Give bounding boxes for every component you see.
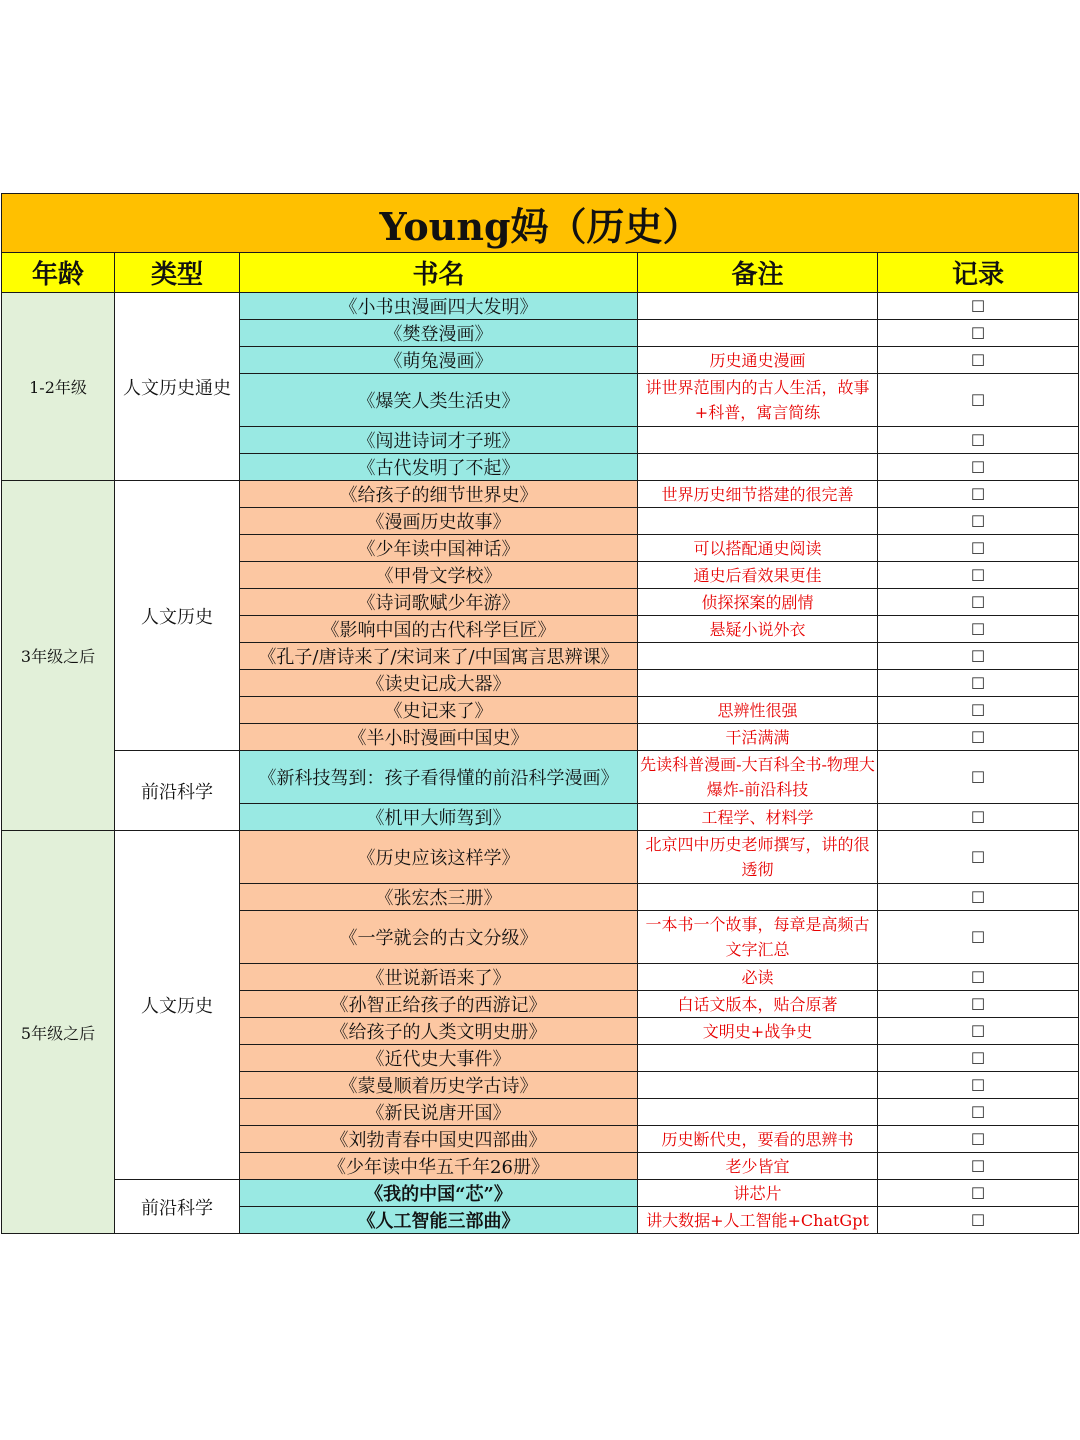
record-checkbox[interactable]: ☐ <box>878 643 1079 670</box>
record-checkbox[interactable]: ☐ <box>878 481 1079 508</box>
record-checkbox[interactable]: ☐ <box>878 535 1079 562</box>
category-cell: 前沿科学 <box>115 1180 240 1234</box>
category-cell: 人文历史 <box>115 481 240 751</box>
note-cell: 老少皆宜 <box>638 1153 878 1180</box>
book-title-cell: 《张宏杰三册》 <box>240 884 638 911</box>
note-cell <box>638 884 878 911</box>
book-title-cell: 《一学就会的古文分级》 <box>240 911 638 964</box>
record-checkbox[interactable]: ☐ <box>878 1072 1079 1099</box>
record-checkbox[interactable]: ☐ <box>878 293 1079 320</box>
book-title-cell: 《历史应该这样学》 <box>240 831 638 884</box>
note-cell: 历史通史漫画 <box>638 347 878 374</box>
note-cell: 讲大数据+人工智能+ChatGpt <box>638 1207 878 1234</box>
record-checkbox[interactable]: ☐ <box>878 562 1079 589</box>
book-title-cell: 《我的中国“芯”》 <box>240 1180 638 1207</box>
book-title-cell: 《孙智正给孩子的西游记》 <box>240 991 638 1018</box>
record-checkbox[interactable]: ☐ <box>878 831 1079 884</box>
note-cell: 一本书一个故事，每章是高频古文字汇总 <box>638 911 878 964</box>
note-cell: 世界历史细节搭建的很完善 <box>638 481 878 508</box>
header-book: 书名 <box>240 253 638 293</box>
note-cell <box>638 643 878 670</box>
header-type: 类型 <box>115 253 240 293</box>
note-cell <box>638 670 878 697</box>
record-checkbox[interactable]: ☐ <box>878 1153 1079 1180</box>
book-title-cell: 《少年读中华五千年26册》 <box>240 1153 638 1180</box>
record-checkbox[interactable]: ☐ <box>878 320 1079 347</box>
book-title-cell: 《给孩子的人类文明史册》 <box>240 1018 638 1045</box>
note-cell <box>638 1099 878 1126</box>
note-cell: 白话文版本，贴合原著 <box>638 991 878 1018</box>
book-title-cell: 《机甲大师驾到》 <box>240 804 638 831</box>
note-cell: 文明史+战争史 <box>638 1018 878 1045</box>
history-reading-list-table <box>1 193 1079 1234</box>
book-title-cell: 《史记来了》 <box>240 697 638 724</box>
note-cell: 讲芯片 <box>638 1180 878 1207</box>
header-record: 记录 <box>878 253 1079 293</box>
record-checkbox[interactable]: ☐ <box>878 589 1079 616</box>
book-title-cell: 《萌兔漫画》 <box>240 347 638 374</box>
record-checkbox[interactable]: ☐ <box>878 884 1079 911</box>
book-title-cell: 《读史记成大器》 <box>240 670 638 697</box>
note-cell: 思辨性很强 <box>638 697 878 724</box>
note-cell <box>638 454 878 481</box>
header-age: 年龄 <box>2 253 115 293</box>
record-checkbox[interactable]: ☐ <box>878 670 1079 697</box>
book-title-cell: 《小书虫漫画四大发明》 <box>240 293 638 320</box>
record-checkbox[interactable]: ☐ <box>878 964 1079 991</box>
book-title-cell: 《古代发明了不起》 <box>240 454 638 481</box>
category-cell: 人文历史通史 <box>115 293 240 481</box>
note-cell: 历史断代史，要看的思辨书 <box>638 1126 878 1153</box>
record-checkbox[interactable]: ☐ <box>878 911 1079 964</box>
record-checkbox[interactable]: ☐ <box>878 508 1079 535</box>
book-title-cell: 《甲骨文学校》 <box>240 562 638 589</box>
book-title-cell: 《樊登漫画》 <box>240 320 638 347</box>
age-group-cell: 3年级之后 <box>2 481 115 831</box>
table-row <box>2 751 1079 804</box>
table-row <box>2 1180 1079 1207</box>
record-checkbox[interactable]: ☐ <box>878 804 1079 831</box>
record-checkbox[interactable]: ☐ <box>878 724 1079 751</box>
book-title-cell: 《新科技驾到：孩子看得懂的前沿科学漫画》 <box>240 751 638 804</box>
table-row <box>2 831 1079 884</box>
note-cell <box>638 1072 878 1099</box>
note-cell <box>638 320 878 347</box>
book-title-cell: 《影响中国的古代科学巨匠》 <box>240 616 638 643</box>
record-checkbox[interactable]: ☐ <box>878 991 1079 1018</box>
book-title-cell: 《蒙曼顺着历史学古诗》 <box>240 1072 638 1099</box>
category-cell: 前沿科学 <box>115 751 240 831</box>
book-title-cell: 《半小时漫画中国史》 <box>240 724 638 751</box>
book-title-cell: 《漫画历史故事》 <box>240 508 638 535</box>
book-title-cell: 《闯进诗词才子班》 <box>240 427 638 454</box>
record-checkbox[interactable]: ☐ <box>878 751 1079 804</box>
record-checkbox[interactable]: ☐ <box>878 616 1079 643</box>
record-checkbox[interactable]: ☐ <box>878 347 1079 374</box>
book-title-cell: 《少年读中国神话》 <box>240 535 638 562</box>
note-cell <box>638 508 878 535</box>
record-checkbox[interactable]: ☐ <box>878 1045 1079 1072</box>
book-title-cell: 《诗词歌赋少年游》 <box>240 589 638 616</box>
note-cell: 讲世界范围内的古人生活，故事+科普，寓言简练 <box>638 374 878 427</box>
record-checkbox[interactable]: ☐ <box>878 697 1079 724</box>
note-cell: 工程学、材料学 <box>638 804 878 831</box>
note-cell: 北京四中历史老师撰写，讲的很透彻 <box>638 831 878 884</box>
header-row <box>2 253 1079 293</box>
note-cell <box>638 293 878 320</box>
table-row <box>2 293 1079 320</box>
age-group-cell: 5年级之后 <box>2 831 115 1234</box>
note-cell: 先读科普漫画-大百科全书-物理大爆炸-前沿科技 <box>638 751 878 804</box>
book-title-cell: 《新民说唐开国》 <box>240 1099 638 1126</box>
title-row <box>2 194 1079 253</box>
note-cell: 必读 <box>638 964 878 991</box>
note-cell <box>638 1045 878 1072</box>
record-checkbox[interactable]: ☐ <box>878 1018 1079 1045</box>
record-checkbox[interactable]: ☐ <box>878 427 1079 454</box>
record-checkbox[interactable]: ☐ <box>878 454 1079 481</box>
category-cell: 人文历史 <box>115 831 240 1180</box>
book-title-cell: 《近代史大事件》 <box>240 1045 638 1072</box>
record-checkbox[interactable]: ☐ <box>878 1126 1079 1153</box>
note-cell: 通史后看效果更佳 <box>638 562 878 589</box>
book-title-cell: 《人工智能三部曲》 <box>240 1207 638 1234</box>
book-title-cell: 《爆笑人类生活史》 <box>240 374 638 427</box>
age-group-cell: 1-2年级 <box>2 293 115 481</box>
note-cell: 悬疑小说外衣 <box>638 616 878 643</box>
header-note: 备注 <box>638 253 878 293</box>
book-title-cell: 《给孩子的细节世界史》 <box>240 481 638 508</box>
record-checkbox[interactable]: ☐ <box>878 374 1079 427</box>
table-body <box>2 194 1079 1234</box>
note-cell <box>638 427 878 454</box>
note-cell: 侦探探案的剧情 <box>638 589 878 616</box>
book-title-cell: 《孔子/唐诗来了/宋词来了/中国寓言思辨课》 <box>240 643 638 670</box>
note-cell: 干活满满 <box>638 724 878 751</box>
record-checkbox[interactable]: ☐ <box>878 1207 1079 1234</box>
book-title-cell: 《刘勃青春中国史四部曲》 <box>240 1126 638 1153</box>
table-row <box>2 481 1079 508</box>
record-checkbox[interactable]: ☐ <box>878 1099 1079 1126</box>
book-title-cell: 《世说新语来了》 <box>240 964 638 991</box>
note-cell: 可以搭配通史阅读 <box>638 535 878 562</box>
sheet-title: Young妈（历史） <box>2 194 1079 253</box>
record-checkbox[interactable]: ☐ <box>878 1180 1079 1207</box>
